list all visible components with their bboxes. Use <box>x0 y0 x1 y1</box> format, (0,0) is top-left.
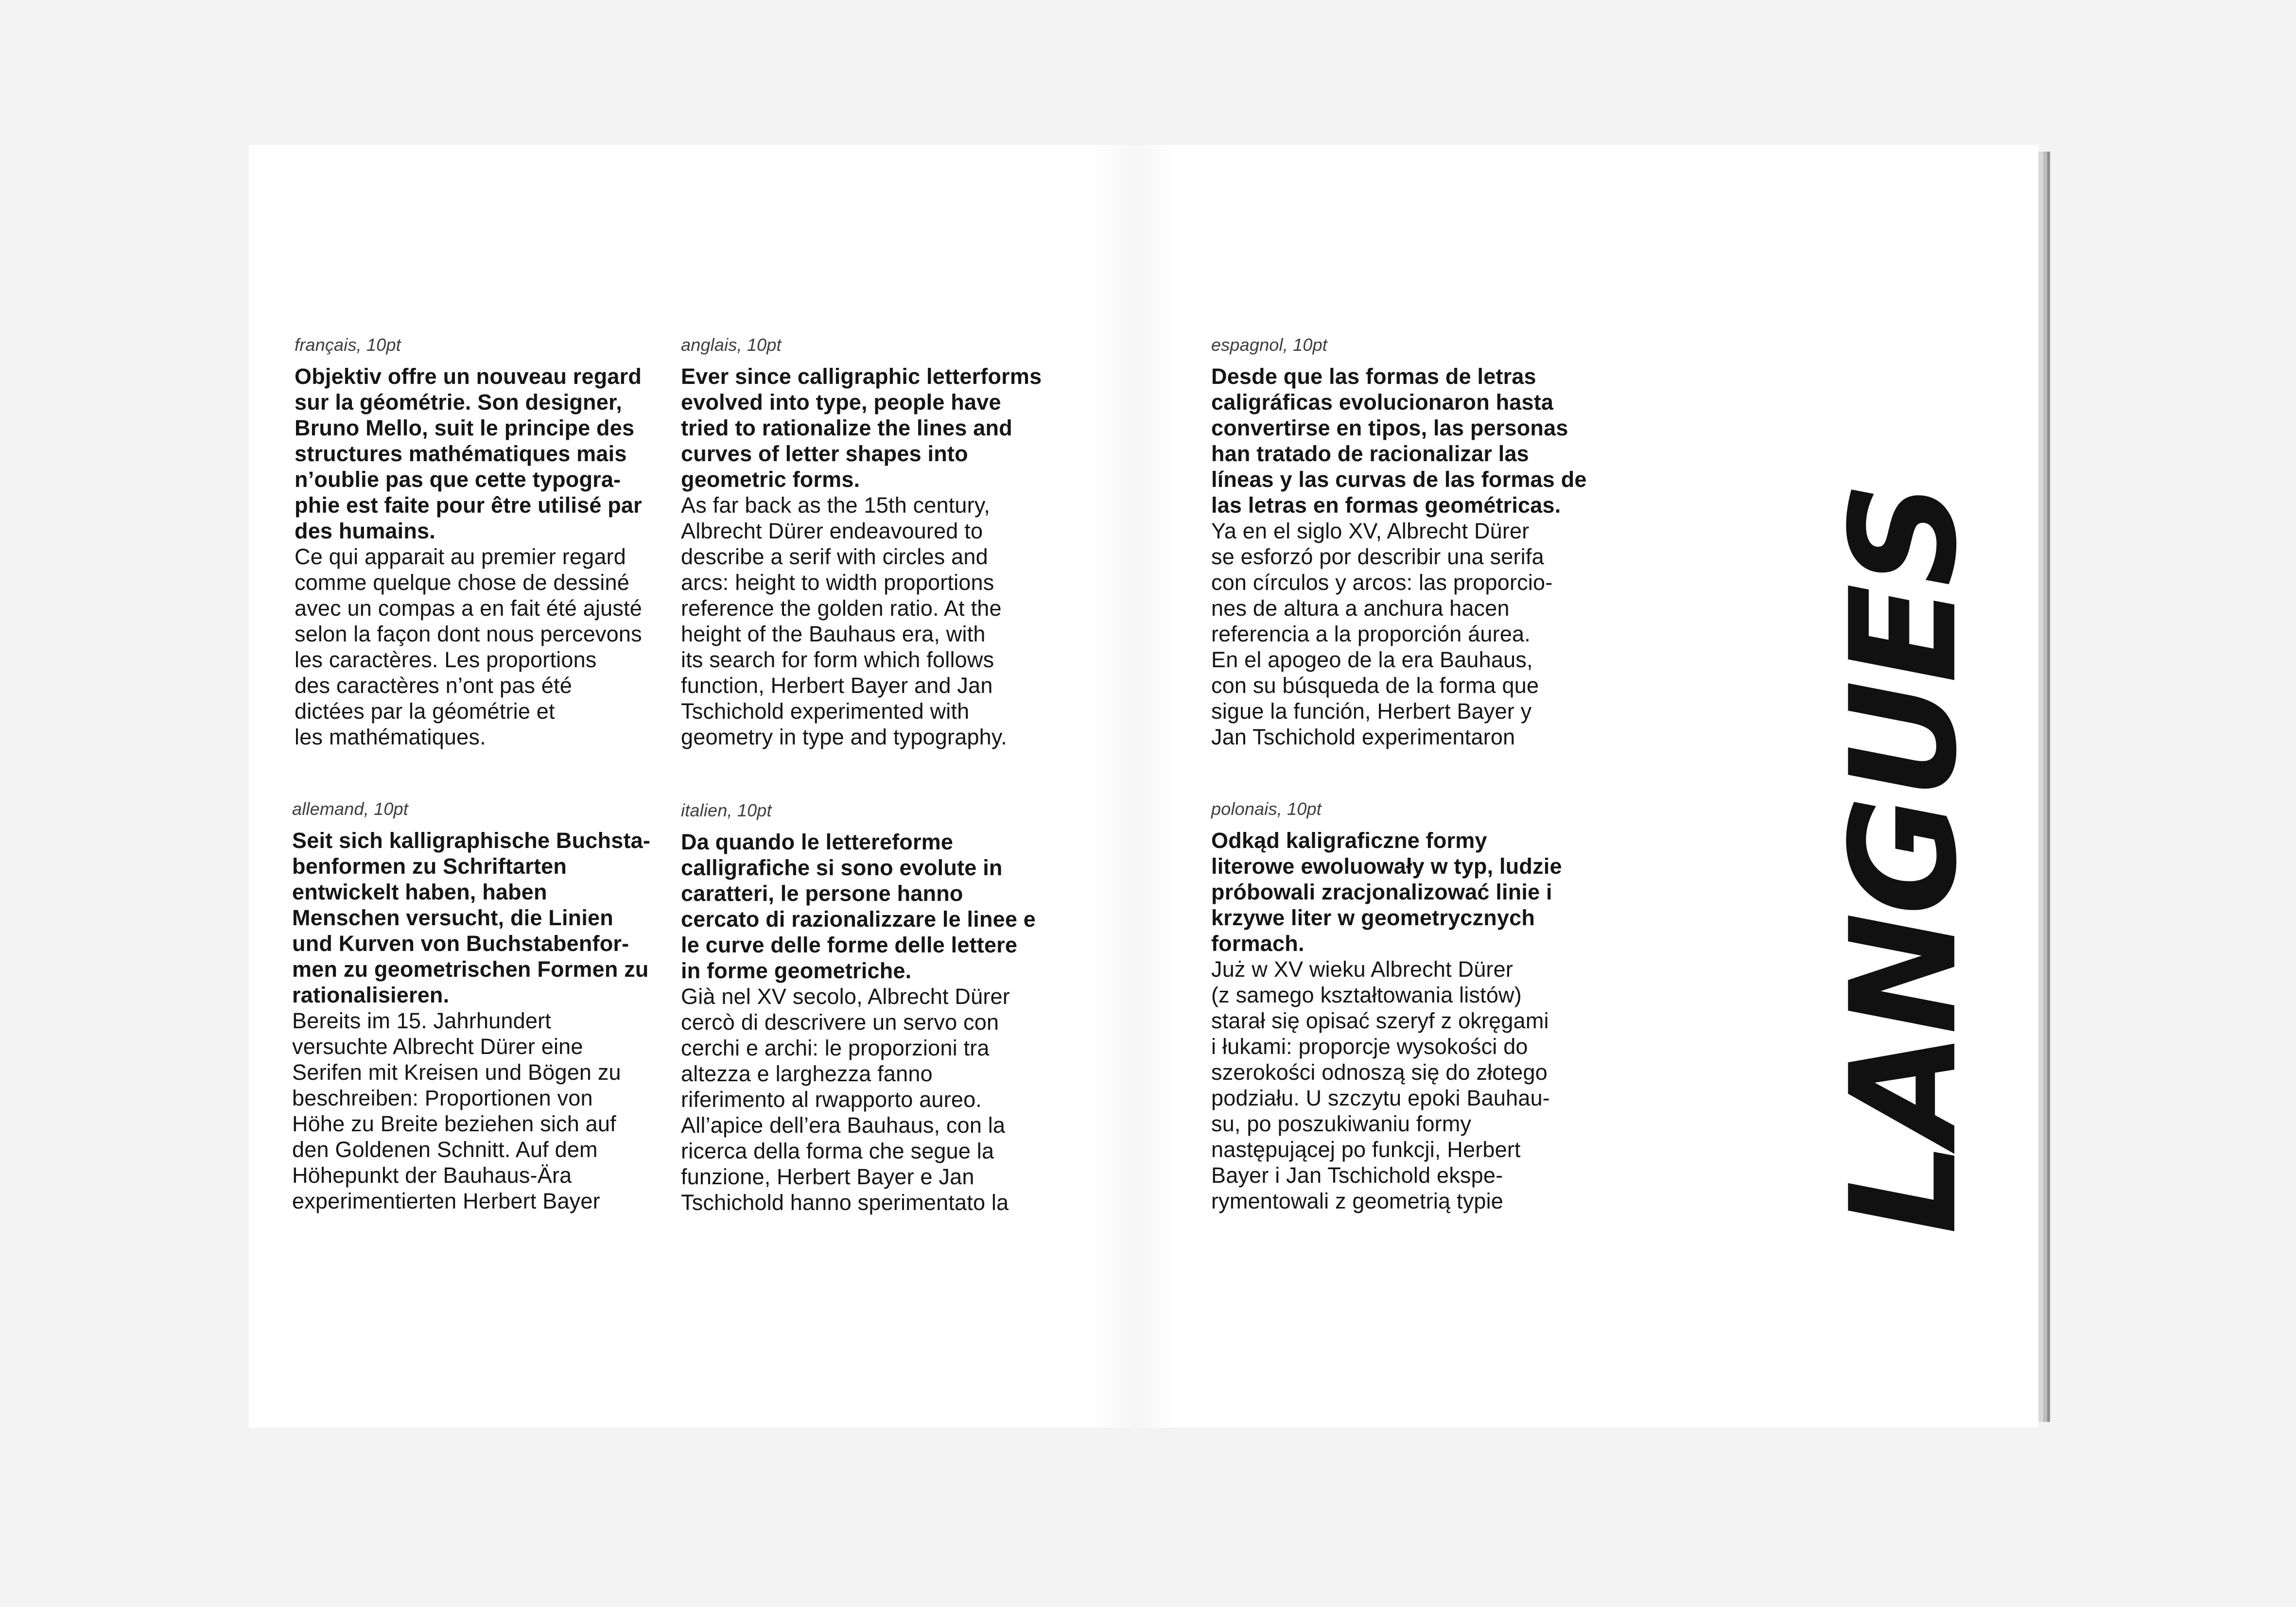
page-edge <box>2038 152 2043 1422</box>
text-block-spanish <box>1211 335 1595 750</box>
text-block-german <box>292 799 676 1214</box>
lead-paragraph: Desde que las formas de letras caligráficas evolucionaron hasta convertirse en tipos, las personas han tratado de racionalizar las líneas y las curvas de las formas de las letras en formas geométricas. <box>1211 364 1587 518</box>
lead-paragraph: Objektiv offre un nouveau regard sur la géométrie. Son designer, Bruno Mello, suit le principe des structures mathématiques mais n’oublie pas que cette typogra- phie est faite pour être utilisé par des humains. <box>295 364 642 543</box>
body-paragraph: Già nel XV secolo, Albrecht Dürer cercò di descrivere un servo con cerchi e archi: le proporzioni tra altezza e larghezza fanno riferimento al rwapporto aureo. All’apice dell’era Bauhaus, con la ricerca della forma che segue la funzione, Herbert Bayer e Jan Tschichold hanno sperimentato la <box>681 984 1010 1215</box>
gutter-fold <box>1089 145 1176 1428</box>
language-label: italien, 10pt <box>681 800 772 820</box>
language-label: polonais, 10pt <box>1211 799 1322 819</box>
lead-paragraph: Odkąd kaligraficzne formy literowe ewoluowały w typ, ludzie próbowali zracjonalizować linie i krzywe liter w geometrycznych formach. <box>1211 828 1562 956</box>
language-label: français, 10pt <box>295 335 401 355</box>
language-label: anglais, 10pt <box>681 335 782 355</box>
lead-paragraph: Da quando le lettereforme calligrafiche si sono evolute in caratteri, le persone hanno cercato di razionalizzare le linee e le curve delle forme delle lettere in forme geometriche. <box>681 829 1036 983</box>
page-title-vertical: LANGUES <box>1819 484 1989 1234</box>
body-paragraph: Już w XV wieku Albrecht Dürer (z samego kształtowania listów) starał się opisać szeryf z okręgami i łukami: proporcje wysokości do szerokości odnoszą się do złotego podziału. U szczytu epoki Bauhau- su, po poszukiwaniu formy następującej po funkcji, Herbert Bayer i Jan Tschichold ekspe- rymentowali z geometrią typie <box>1211 957 1550 1213</box>
lead-paragraph: Ever since calligraphic letterforms evolved into type, people have tried to rationalize the lines and curves of letter shapes into geometric forms. <box>681 364 1042 492</box>
body-paragraph: Ce qui apparait au premier regard comme quelque chose de dessiné avec un compas a en fait été ajusté selon la façon dont nous percevons les caractères. Les proportions des caractères n’ont pas été dictées par la géométrie et les mathématiques. <box>295 544 642 749</box>
body-paragraph: Ya en el siglo XV, Albrecht Dürer se esforzó por describir una serifa con círculos y arcos: las proporcio- nes de altura a anchura hacen referencia a la proporción áurea. En el apogeo de la era Bauhaus, con su búsqueda de la forma que sigue la función, Herbert Bayer y Jan Tschichold experimentaron <box>1211 518 1553 749</box>
text-block-english <box>681 335 1065 750</box>
body-paragraph: Bereits im 15. Jahrhundert versuchte Albrecht Dürer eine Serifen mit Kreisen und Bögen zu beschreiben: Proportionen von Höhe zu Breite beziehen sich auf den Goldenen Schnitt. Auf dem Höhepunkt der Bauhaus-Ära experimentierten Herbert Bayer <box>292 1008 621 1213</box>
page-edge <box>2043 152 2047 1422</box>
text-block-french <box>295 335 678 750</box>
language-label: espagnol, 10pt <box>1211 335 1327 355</box>
page-edge <box>2047 152 2050 1422</box>
body-paragraph: As far back as the 15th century, Albrecht Dürer endeavoured to describe a serif with circles and arcs: height to width proportions reference the golden ratio. At the height of the Bauhaus era, with its search for form which follows function, Herbert Bayer and Jan Tschichold experimented with geometry in type and typography. <box>681 493 1007 749</box>
text-block-polish <box>1211 799 1595 1214</box>
language-label: allemand, 10pt <box>292 799 408 819</box>
lead-paragraph: Seit sich kalligraphische Buchsta- benformen zu Schriftarten entwickelt haben, haben Menschen versucht, die Linien und Kurven von Buchstabenfor- men zu geometrischen Formen zu rationalisieren. <box>292 828 651 1007</box>
text-block-italian <box>681 801 1065 1215</box>
